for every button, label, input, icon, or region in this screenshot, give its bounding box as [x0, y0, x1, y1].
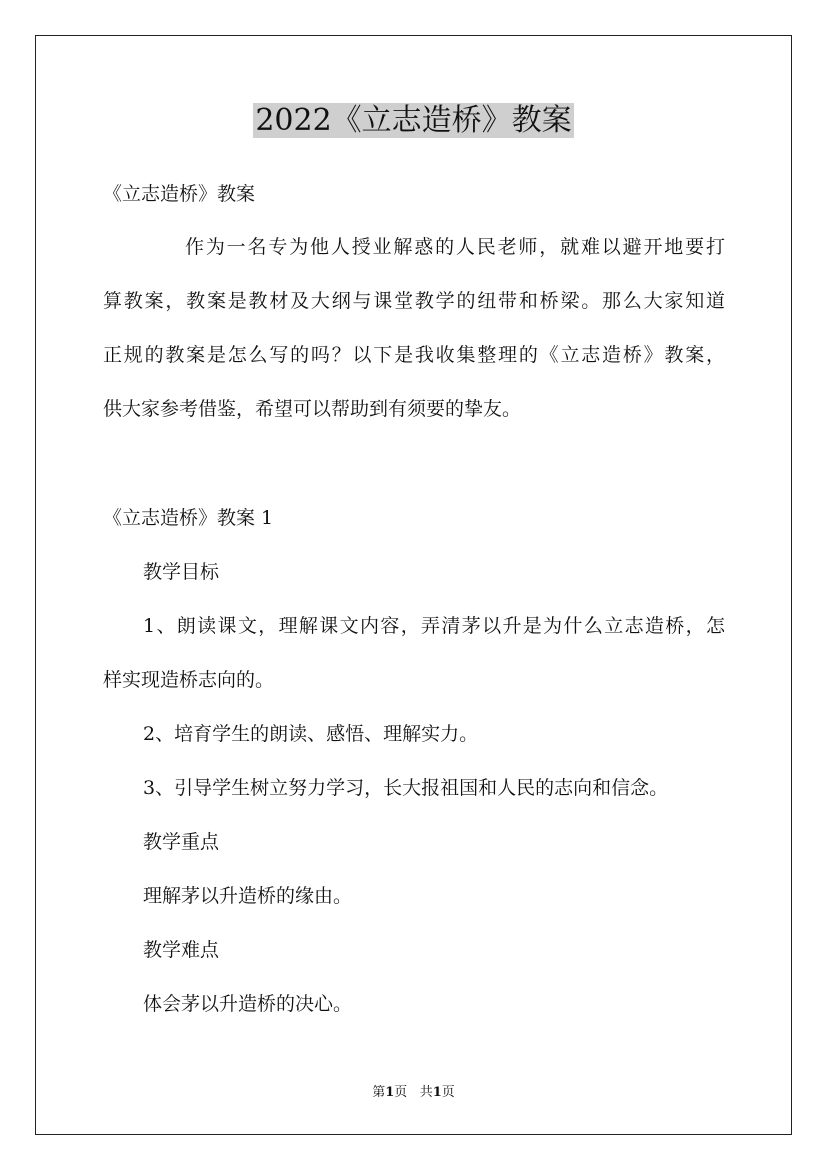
document-title-text: 2022《立志造桥》教案 — [255, 103, 572, 138]
intro-line-1: 作为一名专为他人授业解惑的人民老师，就难以避开地要打 — [185, 236, 725, 258]
key-points-text: 理解茅以升造桥的缘由。 — [143, 885, 353, 907]
footer-page-number: 1 — [385, 1085, 395, 1100]
footer-total-prefix: 共 — [419, 1085, 433, 1100]
intro-line-4: 供大家参考借鉴，希望可以帮助到有须要的挚友。 — [103, 398, 522, 420]
footer-page-suffix: 页 — [394, 1085, 408, 1100]
difficulty-heading: 教学难点 — [143, 939, 220, 961]
goal-1-line-2: 样实现造桥志向的。 — [103, 669, 275, 691]
goals-heading: 教学目标 — [143, 561, 220, 583]
intro-line-2: 算教案，教案是教材及大纲与课堂教学的纽带和桥梁。那么大家知道 — [103, 290, 725, 312]
section-heading: 《立志造桥》教案 1 — [103, 507, 274, 529]
page-footer — [0, 1083, 827, 1103]
footer-total-suffix: 页 — [441, 1085, 455, 1100]
goal-3: 3、引导学生树立努力学习，长大报祖国和人民的志向和信念。 — [143, 777, 669, 799]
key-points-heading: 教学重点 — [143, 831, 220, 853]
goal-2: 2、培育学生的朗读、感悟、理解实力。 — [143, 723, 479, 745]
intro-line-3: 正规的教案是怎么写的吗？以下是我收集整理的《立志造桥》教案， — [103, 344, 725, 366]
footer-page-prefix: 第 — [372, 1085, 386, 1100]
document-subtitle: 《立志造桥》教案 — [103, 183, 256, 205]
document-title — [0, 100, 827, 142]
footer-total-pages: 1 — [432, 1085, 442, 1100]
difficulty-text: 体会茅以升造桥的决心。 — [143, 993, 353, 1015]
goal-1-line-1: 1、朗读课文，理解课文内容，弄清茅以升是为什么立志造桥，怎 — [143, 615, 725, 637]
